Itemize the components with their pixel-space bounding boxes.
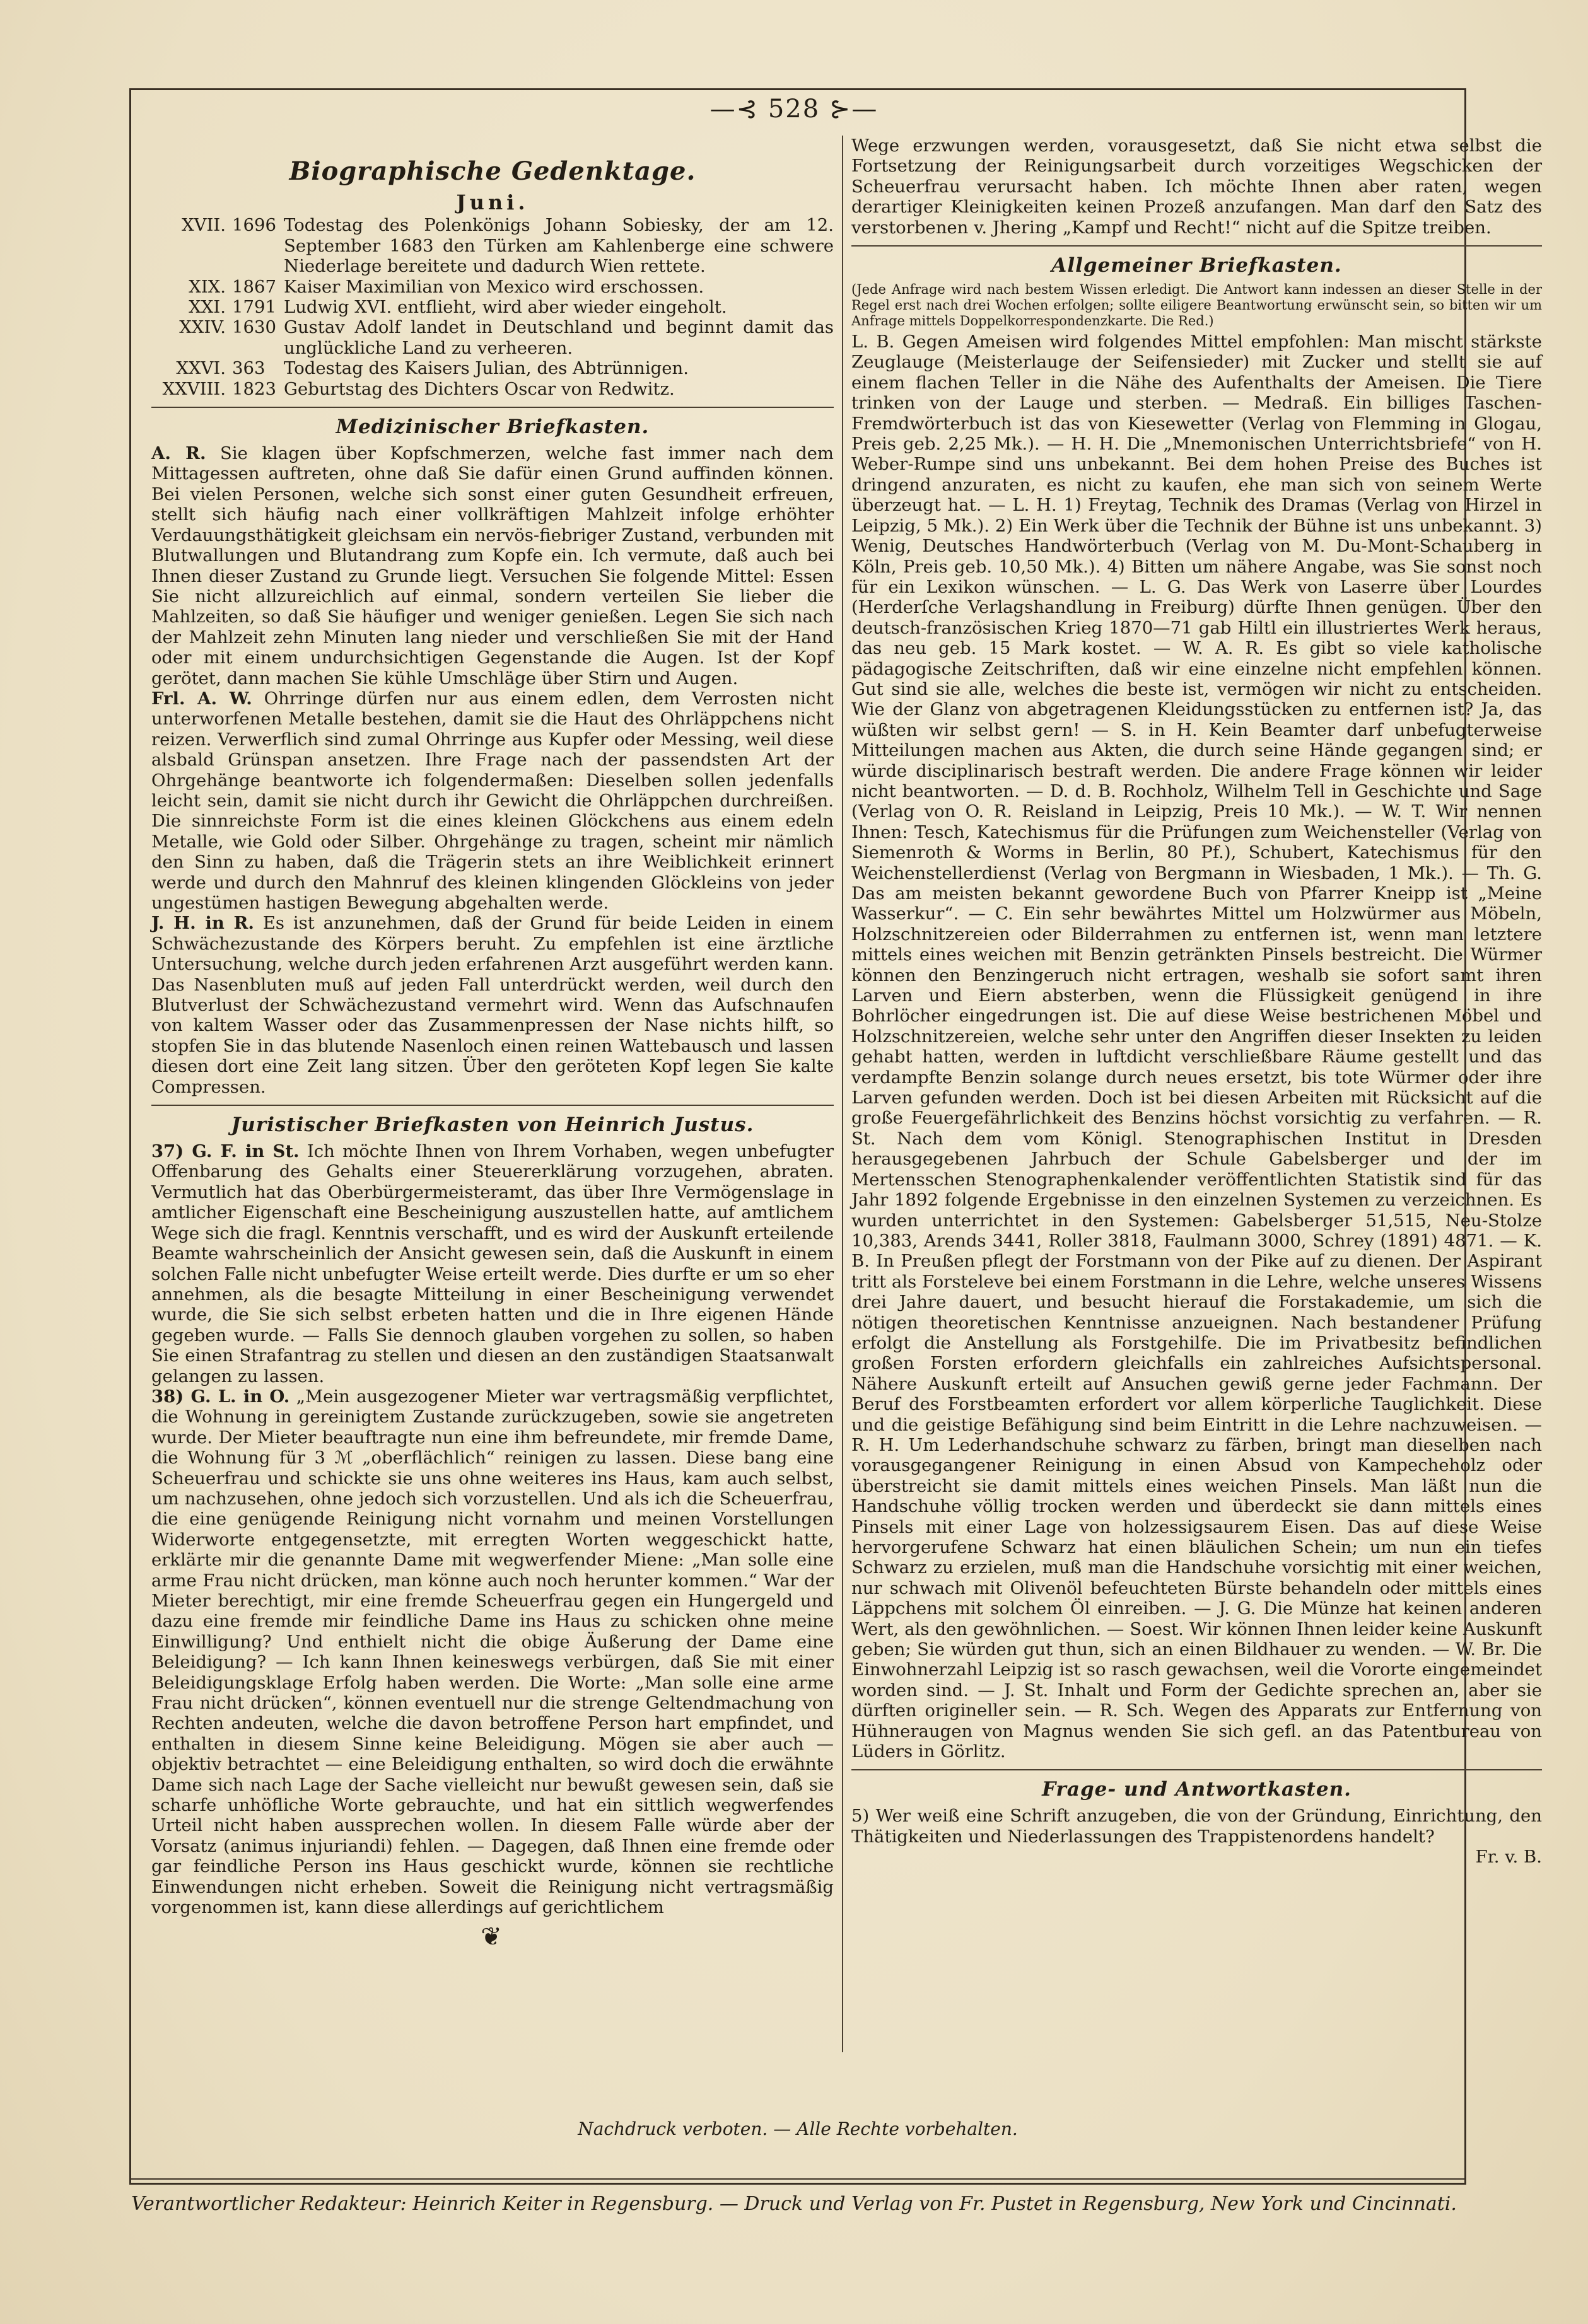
bio-row xyxy=(151,297,834,317)
bio-year: 1696 xyxy=(232,215,276,236)
bio-row xyxy=(151,215,834,276)
page-number-value: 528 xyxy=(768,95,820,124)
jur-entry-text: „Mein ausgezogener Mieter war vertragsmäßig verpflichtet, die Wohnung in gereinigtem Zustande zurückzugeben, sowie sie angetreten wurde. Der Mieter beauftragte nun eine ihm befreundete, mir fremde Dame, die Wohnung für 3 ℳ „oberflächlich“ reinigen zu lassen. Diese bang eine Scheuerfrau und schickte sie uns ohne weiteres ins Haus, kam auch selbst, um nachzusehen, ohne jedoch sich vorzustellen. Und als ich die Scheuerfrau, die eine genügende Reinigung nicht vornahm und meinen Vorstellungen Widerworte entgegensetzte, mit erregten Worten weggeschickt hatte, erklärte mir die genannte Dame mit wegwerfender Miene: „Man solle eine arme Frau nicht drücken, man könne auch noch herunter kommen.“ War der Mieter berechtigt, mir eine fremde Scheuerfrau gegen ein Hungergeld und dazu eine fremde mir feindliche Dame ins Haus zu schicken ohne meine Einwilligung? Und enthielt nicht die obige Äußerung der Dame eine Beleidigung? — Ich kann Ihnen keineswegs verbürgen, daß Sie mit einer Beleidigungsklage Erfolg haben werden. Die Worte: „Man solle eine arme Frau nicht drücken“, können eventuell nur die strenge Geltendmachung von Rechten andeuten, welche die davon betroffene Person hart empfindet, und enthalten in diesem Sinne keine Beleidigung. Mögen sie aber auch — objektiv betrachtet — eine Beleidigung enthalten, so wird doch die erwähnte Dame sich nach Lage der Sache vielleicht nur bewußt gewesen sein, daß sie scharfe unhöfliche Worte gebrauchte, und hat ein sittlich wegwerfendes Urteil nicht haben aussprechen wollen. In diesem Falle würde aber der Vorsatz (animus injuriandi) fehlen. — Dagegen, daß Ihnen eine fremde oder gar feindliche Person ins Haus geschickt wurde, können sie rechtliche Einwendungen nicht erheben. Soweit die Reinigung nicht vertragsmäßig vorgenommen ist, kann diese allerdings auf gerichtlichem xyxy=(151,1386,834,1918)
bio-table xyxy=(151,215,834,399)
bio-row xyxy=(151,358,834,378)
section-divider xyxy=(851,1769,1542,1770)
ornament-left-icon: —⊰ xyxy=(709,95,768,124)
jur-entry-sig: 38) G. L. in O. xyxy=(151,1386,290,1407)
bio-day: XIX. xyxy=(189,276,226,297)
bio-text: Ludwig XVI. entflieht, wird aber wieder eingeholt. xyxy=(284,297,727,318)
bio-title: Biographische Gedenktage. xyxy=(289,156,696,186)
bio-text: Todestag des Kaisers Julian, des Abtrünnigen. xyxy=(284,358,689,379)
imprint-footer: Verantwortlicher Redakteur: Heinrich Keiter in Regensburg. — Druck und Verlag von Fr. Pustet in Regensburg, New York und Cincinnati. xyxy=(131,2193,1457,2215)
med-entry-sig: A. R. xyxy=(151,443,206,464)
left-column xyxy=(151,136,834,1949)
frage-signature: Fr. v. B. xyxy=(1475,1847,1542,1868)
jur-entry xyxy=(151,1141,834,1386)
section-divider xyxy=(851,245,1542,247)
bio-year: 1791 xyxy=(232,297,276,318)
bio-row xyxy=(151,379,834,399)
med-entry xyxy=(151,913,834,1097)
allg-title: Allgemeiner Briefkasten. xyxy=(1051,254,1342,277)
jur-entry-text: Ich möchte Ihnen von Ihrem Vorhaben, wegen unbefugter Offenbarung des Gehalts einer Steuererklärung vorzugehen, abraten. Vermutlich hat das Oberbürgermeisteramt, das über Ihre Vermögenslage in amtlicher Eigenschaft eine Bescheinigung auszustellen hatte, auf amtlichem Wege sich die fragl. Kenntnis verschafft, und es wird der Auskunft erteilende Beamte wahrscheinlich der Ansicht gewesen sein, daß die Auskunft in einem solchen Falle nicht unbefugter Weise erteilt werde. Dies durfte er um so eher annehmen, als die besagte Mitteilung in einer Bescheinigung verwendet wurde, die Sie sich selbst erbeten hatten und die in Ihre eigenen Hände gegeben wurde. — Falls Sie dennoch glauben vorgehen zu sollen, so haben Sie einen Strafantrag zu stellen und diesen an den zuständigen Staatsanwalt gelangen zu lassen. xyxy=(151,1141,834,1386)
med-title: Medizinischer Briefkasten. xyxy=(336,415,650,439)
bio-year: 363 xyxy=(232,358,266,379)
right-column xyxy=(851,136,1542,1868)
end-ornament-icon: ❦ xyxy=(481,1922,505,1951)
page-number xyxy=(0,95,1588,124)
med-entry-text: Ohrringe dürfen nur aus einem edlen, dem Verrosten nicht unterworfenen Metalle bestehen, damit sie die Haut des Ohrläppchens nicht reizen. Verwerflich sind zumal Ohrringe aus Kupfer oder Messing, weil diese alsbald Grünspan ansetzen. Ihre Frage nach der passendsten Art der Ohrgehänge beantworte ich folgendermaßen: Dieselben sollen jedenfalls leicht sein, damit sie nicht durch ihr Gewicht die Ohrläppchen durchreißen. Die sinnreichste Form ist die eines kleinen Glöckchens aus einem edeln Metalle, wie Gold oder Silber. Ohrgehänge zu tragen, scheint mir nämlich den Sinn zu haben, daß die Trägerin stets an ihre Weiblichkeit erinnert werde und durch den Mahnruf des kleinen klingenden Glöckleins von jeder ungestümen hastigen Bewegung abgehalten werde. xyxy=(151,688,834,913)
bio-day: XXVI. xyxy=(176,358,226,379)
bio-row xyxy=(151,277,834,297)
bio-text: Kaiser Maximilian von Mexico wird erschossen. xyxy=(284,276,704,297)
column-divider xyxy=(842,136,843,2052)
bio-day: XXVIII. xyxy=(162,378,226,399)
bio-year: 1630 xyxy=(232,317,276,338)
med-entry-text: Es ist anzunehmen, daß der Grund für beide Leiden in einem Schwächezustande des Körpers beruht. Zu empfehlen ist eine ärztliche Untersuchung, welche durch jeden erfahrenen Arzt ausgeführt werden kann. Das Nasenbluten muß auf jeden Fall unterdrückt werden, weil durch den Blutverlust der Schwächezustand vermehrt wird. Wenn das Aufschnaufen von kaltem Wasser oder das Zusammenpressen der Nase nichts hilft, so stopfen Sie in das blutende Nasenloch einen reinen Wattebausch und lassen diesen dort eine Zeit lang sitzen. Über den geröteten Kopf legen Sie kalte Compressen. xyxy=(151,913,834,1097)
bio-text: Todestag des Polenkönigs Johann Sobiesky, der am 12. September 1683 den Türken am Kahlenberge eine schwere Niederlage bereitete und dadurch Wien rettete. xyxy=(284,215,834,277)
ornament-right-icon: ⊱— xyxy=(820,95,879,124)
bio-row xyxy=(151,317,834,358)
jur-continuation: Wege erzwungen werden, vorausgesetzt, daß Sie nicht etwa selbst die Fortsetzung der Reinigungsarbeit durch vorzeitiges Wegschicken der Scheuerfrau verursacht haben. Ich möchte Ihnen aber raten, wegen derartiger Kleinigkeiten keinen Prozeß anzufangen. Man darf den Satz des verstorbenen v. Jhering „Kampf und Recht!“ nicht auf die Spitze treiben. xyxy=(851,136,1542,238)
med-entry xyxy=(151,443,834,688)
bio-day: XXI. xyxy=(189,297,226,318)
med-entry-sig: J. H. in R. xyxy=(151,913,254,934)
bio-year: 1823 xyxy=(232,378,276,399)
bio-text: Gustav Adolf landet in Deutschland und beginnt damit das unglückliche Land zu verheeren. xyxy=(284,317,834,358)
bio-text: Geburtstag des Dichters Oscar von Redwitz. xyxy=(284,378,675,399)
med-entry-text: Sie klagen über Kopfschmerzen, welche fast immer nach dem Mittagessen auftreten, ohne daß Sie dafür einen Grund auffinden können. Bei vielen Personen, welche sich sonst einer guten Gesundheit erfreuen, stellt sich häufig nach einer vollkräftigen Mahlzeit infolge erhöhter Verdauungsthätigkeit gleichsam ein nervös-fiebriger Zustand, verbunden mit Blutwallungen und Blutandrang zum Kopfe ein. Ich vermute, daß auch bei Ihnen dieser Zustand zu Grunde liegt. Versuchen Sie folgende Mittel: Essen Sie nicht allzureichlich auf einmal, sondern verteilen Sie lieber die Mahlzeiten, so daß Sie häufiger und weniger genießen. Legen Sie sich nach der Mahlzeit zehn Minuten lang nieder und verschließen Sie mit der Hand oder mit einem undurchsichtigen Gegenstande die Augen. Ist der Kopf gerötet, dann machen Sie kühle Umschläge über Stirn und Augen. xyxy=(151,443,834,688)
jur-entry xyxy=(151,1386,834,1918)
bio-day: XVII. xyxy=(182,215,226,236)
jur-title: Juristischer Briefkasten von Heinrich Justus. xyxy=(231,1113,754,1137)
bio-day: XXIV. xyxy=(179,317,226,338)
frage-question: 5) Wer weiß eine Schrift anzugeben, die von der Gründung, Einrichtung, den Thätigkeiten und Niederlassungen des Trappistenordens handelt? xyxy=(851,1806,1542,1847)
section-divider xyxy=(151,407,834,408)
med-entry-sig: Frl. A. W. xyxy=(151,688,252,709)
allg-body: L. B. Gegen Ameisen wird folgendes Mittel empfohlen: Man mischt stärkste Zeuglauge (Meisterlauge der Seifensieder) mit Zucker und stellt sie auf einem flachen Teller in die Nähe des Aufenthalts der Ameisen. Die Tiere trinken von der Lauge und sterben. — Medraß. Ein billiges Taschen-Fremdwörterbuch ist das von Kiesewetter (Verlag von Flemming in Glogau, Preis geb. 2,25 Mk.). — H. H. Die „Mnemonischen Unterrichtsbriefe“ von H. Weber-Rumpe sind uns unbekannt. Bei dem hohen Preise des Buches ist dringend anzuraten, es nicht zu kaufen, ehe man sich von seinem Werte überzeugt hat. — L. H. 1) Freytag, Technik des Dramas (Verlag von Hirzel in Leipzig, 5 Mk.). 2) Ein Werk über die Technik der Bühne ist uns unbekannt. 3) Wenig, Deutsches Handwörterbuch (Verlag von M. Du-Mont-Schauberg in Köln, Preis geb. 10,50 Mk.). 4) Bitten um nähere Angabe, was Sie sonst noch für ein Lexikon wünschen. — L. G. Das Werk von Laserre über Lourdes (Herderſche Verlagshandlung in Freiburg) dürfte Ihnen genügen. Über den deutsch-französischen Krieg 1870—71 gab Hiltl ein illustriertes Werk heraus, das neu geb. 15 Mark kostet. — W. A. R. Es gibt so viele katholische pädagogische Zeitschriften, daß wir eine einzelne nicht empfehlen können. Gut sind sie alle, welches die beste ist, vermögen wir nicht zu entscheiden. Wie der Glanz von abgetragenen Kleidungsstücken zu entfernen ist? Ja, das wüßten wir selbst gern! — S. in H. Kein Beamter darf unbefugterweise Mitteilungen machen aus Akten, die durch seine Hände gegangen sind; er würde disciplinarisch bestraft werden. Die andere Frage können wir leider nicht beantworten. — D. d. B. Rochholz, Wilhelm Tell in Geschichte und Sage (Verlag von O. R. Reisland in Leipzig, Preis 10 Mk.). — W. T. Wir nennen Ihnen: Tesch, Katechismus für die Prüfungen zum Weichensteller (Verlag von Siemenroth & Worms in Berlin, 80 Pf.), Schubert, Katechismus für den Weichenstellerdienst (Verlag von Bergmann in Wiesbaden, 1 Mk.). — Th. G. Das am meisten bekannt gewordene Buch von Pfarrer Kneipp ist „Meine Wasserkur“. — C. Ein sehr bewährtes Mittel um Holzwürmer aus Möbeln, Holzschnitzereien oder Bilderrahmen zu entfernen ist, wenn man letztere mittels eines weichen mit Benzin getränkten Pinsels bestreicht. Die Würmer können den Benzingeruch nicht ertragen, weshalb sie sofort samt ihren Larven und Eiern absterben, wenn die Flüssigkeit genügend in ihre Bohrlöcher eingedrungen ist. Die auf diese Weise bestrichenen Möbel und Holzschnitzereien, welche sehr unter den Angriffen dieser Insekten zu leiden gehabt hatten, werden in luftdicht verschließbare Räume gestellt und das verdampfte Benzin solange durch neues ersetzt, bis tote Würmer oder ihre Larven gefunden werden. Doch ist bei diesen Arbeiten mit Rücksicht auf die große Feuergefährlichkeit des Benzins höchst vorsichtig zu verfahren. — R. St. Nach dem vom Königl. Stenographischen Institut in Dresden herausgegebenen Jahrbuch der Schule Gabelsberger und der im Mertensschen Stenographenkalender veröffentlichten Statistik sind für das Jahr 1892 folgende Ergebnisse in den einzelnen Systemen zu verzeichnen. Es wurden unterrichtet in den Systemen: Gabelsberger 51,515, Neu-Stolze 10,383, Arends 3441, Roller 3818, Faulmann 3000, Schrey (1891) 4871. — K. B. In Preußen pflegt der Forstmann von der Pike auf zu dienen. Der Aspirant tritt als Forsteleve bei einem Forstmann in die Lehre, welche unseres Wissens drei Jahre dauert, und besucht hierauf die Forstakademie, um sich die nötigen theoretischen Kenntnisse anzueignen. Nach bestandener Prüfung erfolgt die Anstellung als Forstgehilfe. Die im Privatbesitz befindlichen großen Forsten erfordern gleichfalls ein zahlreiches Aufsichtspersonal. Nähere Auskunft erteilt auf Ansuchen gewiß gerne jeder Fachmann. Der Beruf des Forstbeamten erfordert vor allem körperliche Tauglichkeit. Diese und die geistige Befähigung sind beim Eintritt in die Lehre nachzuweisen. — R. H. Um Lederhandschuhe schwarz zu färben, bringt man dieselben nach vorausgegangener Reinigung in einen Absud von Kampecheholz oder überstreicht sie damit mittels eines weichen Pinsels. Man läßt nun die Handschuhe völlig trocken werden und überdeckt sie dann mittels eines Pinsels mit einer Lage von holzessigsaurem Eisen. Das auf diese Weise hervorgerufene Schwarz hat einen bläulichen Schein; um nun ein tiefes Schwarz zu erzielen, muß man die Handschuhe vorsichtig mit einer weichen, nur schwach mit Olivenöl befeuchteten Bürste behandeln oder mittels eines Läppchens mit solchem Öl einreiben. — J. G. Die Münze hat keinen anderen Wert, als den gewöhnlichen. — Soest. Wir können Ihnen leider keine Auskunft geben; Sie würden gut thun, sich an einen Bildhauer zu wenden. — W. Br. Die Einwohnerzahl Leipzig ist so rasch gewachsen, weil die Vororte eingemeindet worden sind. — J. St. Inhalt und Form der Gedichte sprechen an, aber sie dürften origineller sein. — R. Sch. Wegen des Apparats zur Entfernung von Hühneraugen von Magnus wenden Sie sich gefl. an das Patentbureau von Lüders in Görlitz. xyxy=(851,332,1542,1762)
med-entry xyxy=(151,688,834,913)
jur-entry-sig: 37) G. F. in St. xyxy=(151,1141,300,1162)
bio-year: 1867 xyxy=(232,276,276,297)
footer-divider xyxy=(129,2178,1466,2180)
bio-month: Juni. xyxy=(456,190,529,214)
section-divider xyxy=(151,1105,834,1106)
copyright-note: Nachdruck verboten. — Alle Rechte vorbehalten. xyxy=(578,2118,1018,2139)
allg-notice: (Jede Anfrage wird nach bestem Wissen erledigt. Die Antwort kann indessen an dieser Stelle in der Regel erst nach drei Wochen erfolgen; sollte eiligere Beantwortung erwünscht sein, so bitten wir um Anfrage mittels Doppelkorrespondenzkarte. Die Red.) xyxy=(851,282,1542,329)
frage-title: Frage- und Antwortkasten. xyxy=(1042,1778,1352,1801)
